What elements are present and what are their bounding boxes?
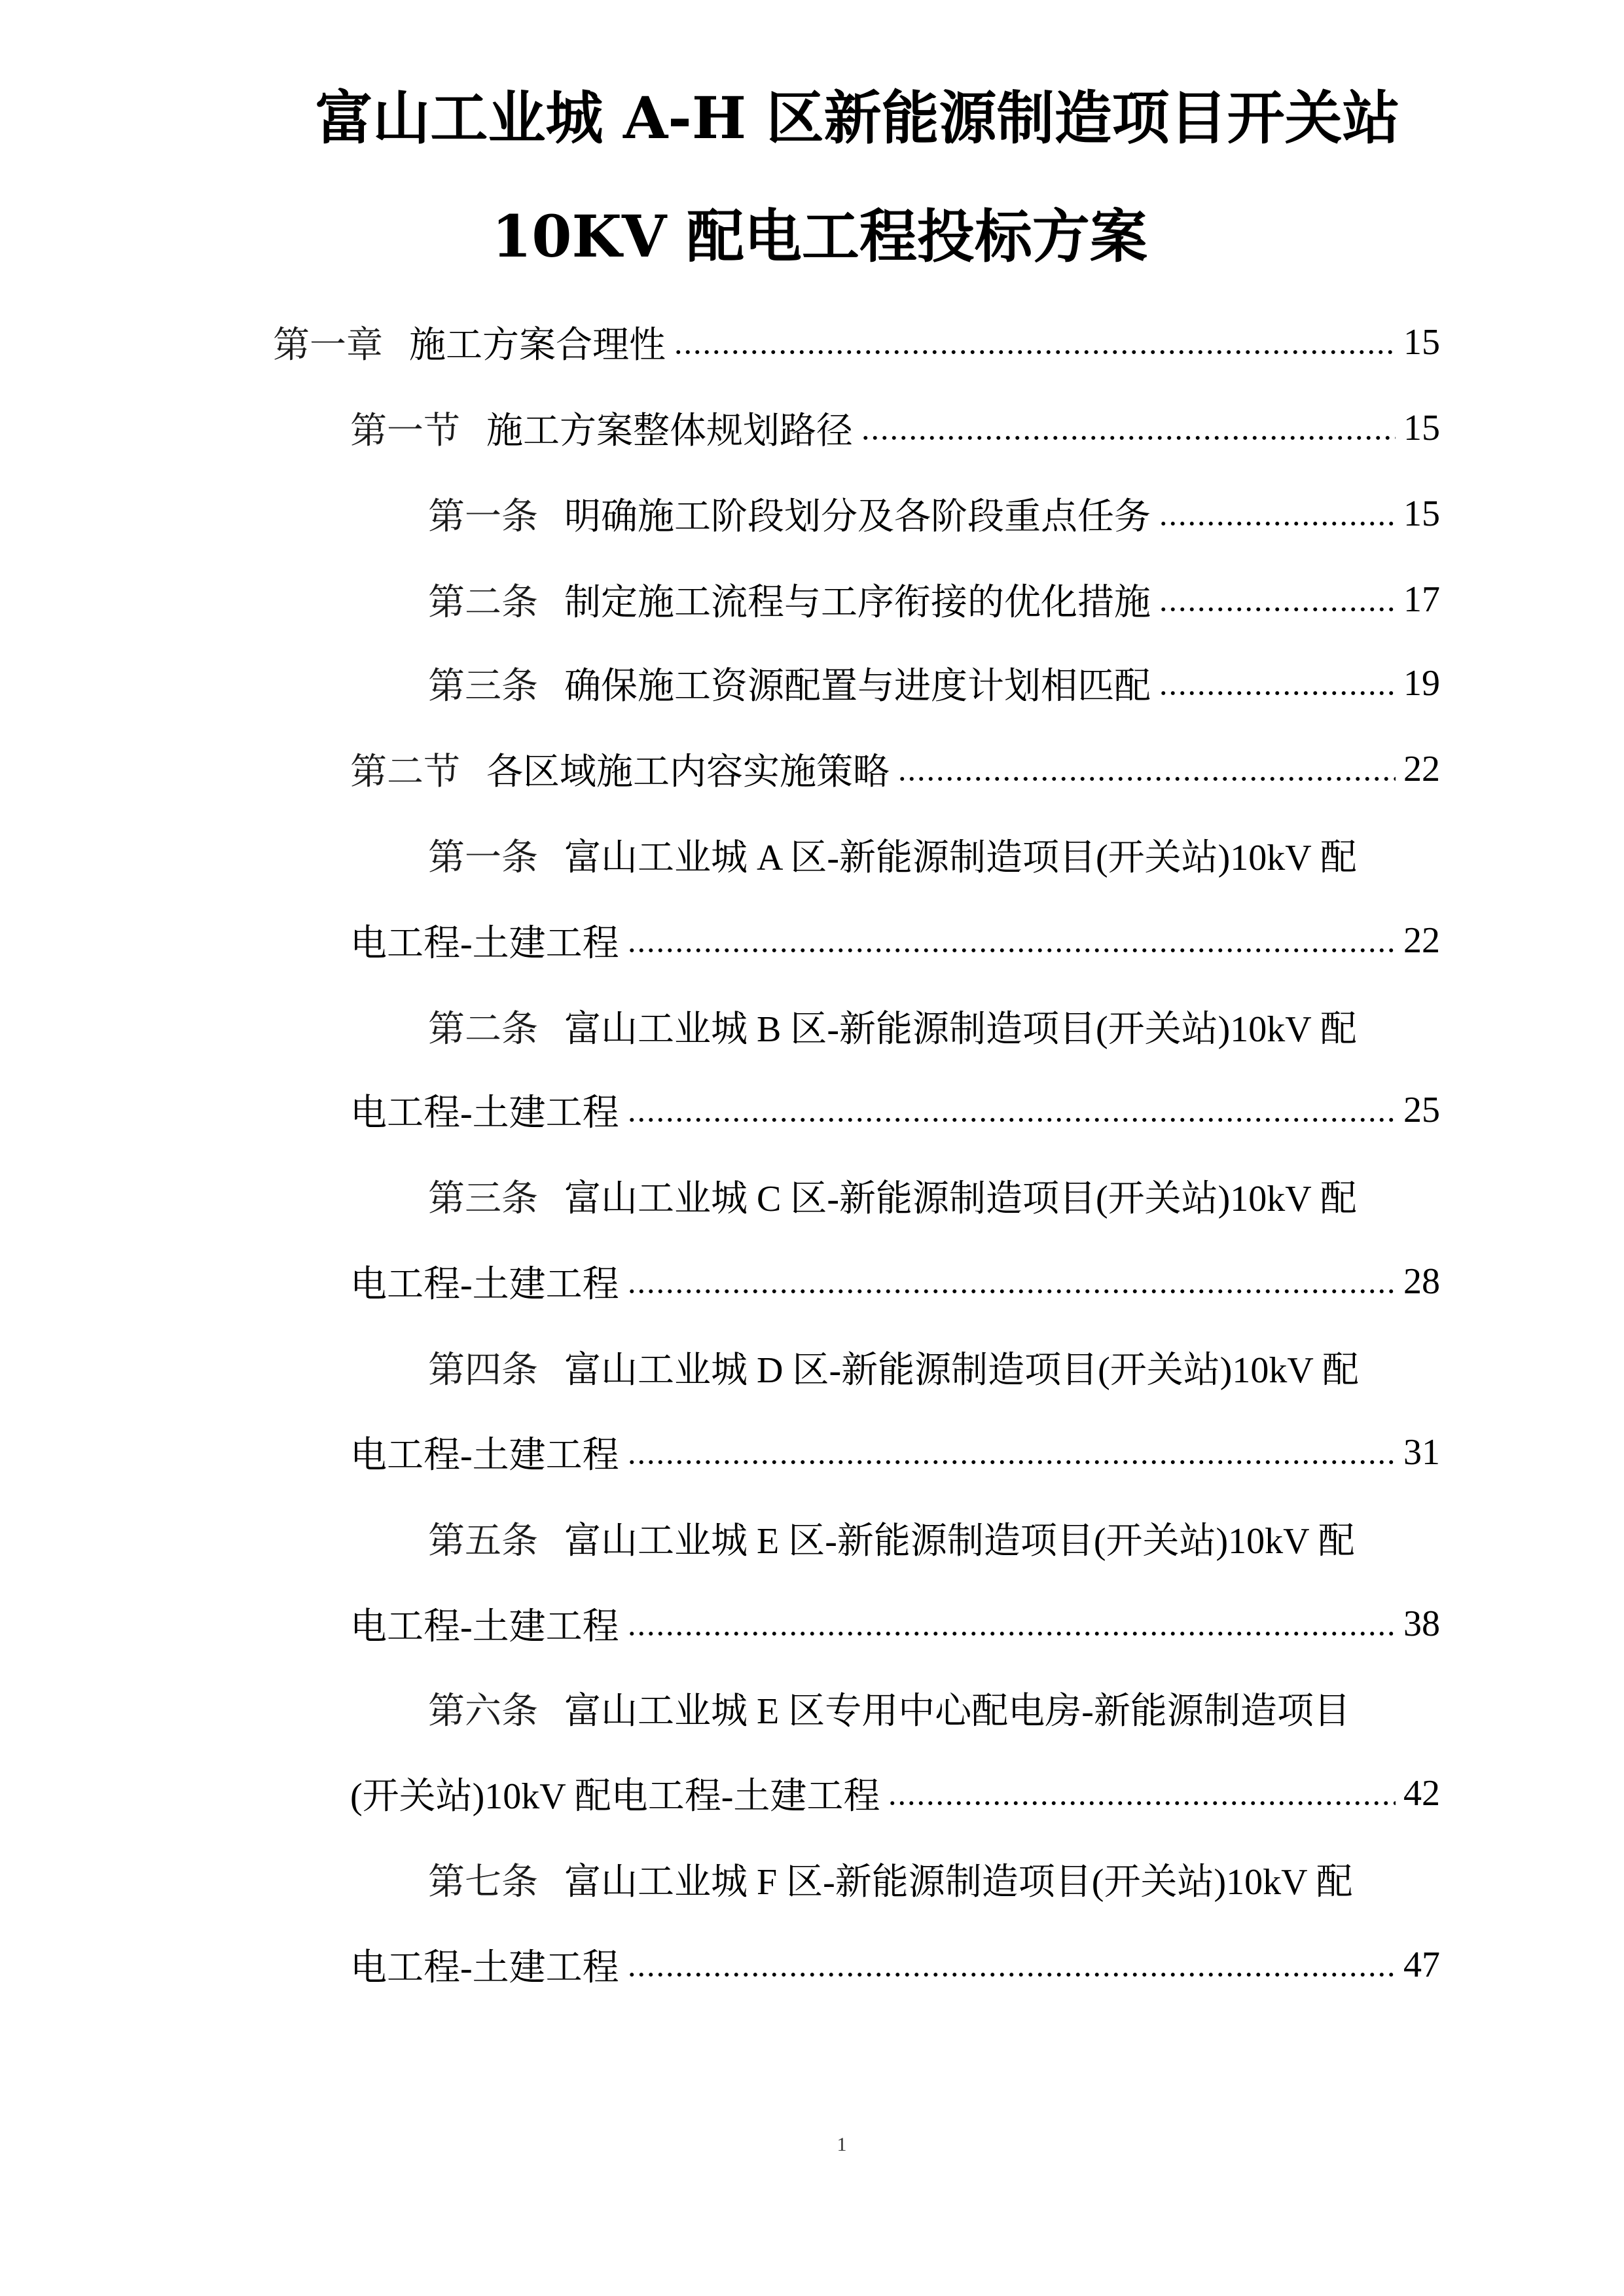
toc-text-continued: 电工程-土建工程: [350, 1265, 619, 1305]
toc-entry-continuation[interactable]: [350, 1426, 1440, 1479]
toc-entry-continuation[interactable]: [350, 1767, 1440, 1820]
toc-leader-dots: [627, 1629, 1396, 1638]
toc-text: 制定施工流程与工序衔接的优化措施: [564, 583, 1151, 623]
toc-label: 第二条: [428, 1009, 538, 1050]
toc-label: 第一节: [350, 411, 460, 452]
document-title-line-2: 10KV 配电工程投标方案: [492, 202, 1147, 270]
toc-entry-continuation[interactable]: [350, 1939, 1440, 1991]
toc-label: 第一条: [428, 838, 538, 878]
toc-leader-dots: [1159, 605, 1396, 614]
toc-page-number: 22: [1403, 920, 1440, 961]
toc-leader-dots: [627, 1115, 1396, 1124]
toc-text: 各区域施工内容实施策略: [486, 752, 890, 793]
toc-entry-article-wrapped[interactable]: [428, 1512, 1440, 1564]
toc-text: 施工方案整体规划路径: [486, 411, 853, 452]
toc-text: 富山工业城 B 区-新能源制造项目(开关站)10kV 配: [564, 1009, 1357, 1050]
toc-entry-continuation[interactable]: [350, 1598, 1440, 1650]
toc-label: 第五条: [428, 1521, 538, 1562]
toc-entry-article-wrapped[interactable]: [428, 1341, 1440, 1393]
toc-text: 富山工业城 C 区-新能源制造项目(开关站)10kV 配: [564, 1179, 1357, 1219]
toc-page-number: 38: [1403, 1604, 1440, 1644]
toc-label: 第二节: [350, 752, 460, 793]
toc-text: 确保施工资源配置与进度计划相匹配: [564, 666, 1151, 707]
toc-page-number: 31: [1403, 1432, 1440, 1473]
toc-leader-dots: [627, 1458, 1396, 1467]
document-title-line-1: 富山工业城 A-H 区新能源制造项目开关站: [315, 84, 1400, 152]
toc-entry-article[interactable]: [428, 573, 1440, 626]
toc-page-number: 28: [1403, 1261, 1440, 1302]
toc-leader-dots: [888, 1799, 1396, 1808]
toc-text: 明确施工阶段划分及各阶段重点任务: [564, 497, 1151, 537]
toc-entry-section-1[interactable]: [350, 402, 1440, 454]
toc-entry-article[interactable]: [428, 488, 1440, 540]
toc-text-continued: 电工程-土建工程: [350, 1093, 619, 1134]
toc-entry-article-wrapped[interactable]: [428, 1000, 1440, 1052]
toc-text: 富山工业城 D 区-新能源制造项目(开关站)10kV 配: [564, 1350, 1359, 1391]
toc-label: 第三条: [428, 1179, 538, 1219]
toc-entry-section-2[interactable]: [350, 743, 1440, 795]
toc-page-number: 15: [1403, 408, 1440, 448]
toc-leader-dots: [897, 774, 1396, 783]
toc-text: 富山工业城 E 区-新能源制造项目(开关站)10kV 配: [564, 1521, 1355, 1562]
toc-leader-dots: [627, 1287, 1396, 1296]
toc-leader-dots: [627, 946, 1396, 955]
toc-entry-article-wrapped[interactable]: [428, 1682, 1440, 1734]
toc-label: 第六条: [428, 1691, 538, 1732]
toc-text: 富山工业城 F 区-新能源制造项目(开关站)10kV 配: [564, 1862, 1353, 1903]
toc-label: 第一条: [428, 497, 538, 537]
toc-page-number: 17: [1403, 579, 1440, 620]
toc-leader-dots: [674, 348, 1396, 357]
toc-label: 第三条: [428, 666, 538, 707]
toc-text: 富山工业城 E 区专用中心配电房-新能源制造项目: [564, 1691, 1350, 1732]
toc-page-number: 47: [1403, 1945, 1440, 1985]
toc-text-continued: (开关站)10kV 配电工程-土建工程: [350, 1776, 880, 1817]
toc-page-number: 15: [1403, 493, 1440, 534]
toc-text-continued: 电工程-土建工程: [350, 1435, 619, 1476]
toc-entry-continuation[interactable]: [350, 914, 1440, 967]
toc-label: 第七条: [428, 1862, 538, 1903]
toc-entry-article[interactable]: [428, 657, 1440, 709]
toc-entry-continuation[interactable]: [350, 1255, 1440, 1308]
toc-leader-dots: [627, 1970, 1396, 1979]
toc-page-number: 25: [1403, 1090, 1440, 1130]
toc-text: 富山工业城 A 区-新能源制造项目(开关站)10kV 配: [564, 838, 1357, 878]
toc-text-continued: 电工程-土建工程: [350, 924, 619, 964]
toc-leader-dots: [861, 433, 1396, 442]
toc-label: 第二条: [428, 583, 538, 623]
toc-text: 施工方案合理性: [409, 325, 666, 366]
toc-leader-dots: [1159, 519, 1396, 528]
toc-page-number: 22: [1403, 749, 1440, 789]
toc-page-number: 19: [1403, 663, 1440, 704]
page-footer-number: 1: [837, 2134, 847, 2155]
toc-entry-article-wrapped[interactable]: [428, 1853, 1440, 1905]
toc-entry-continuation[interactable]: [350, 1084, 1440, 1136]
toc-label: 第一章: [273, 325, 383, 366]
toc-leader-dots: [1159, 689, 1396, 698]
toc-text-continued: 电工程-土建工程: [350, 1948, 619, 1988]
toc-page-number: 42: [1403, 1773, 1440, 1814]
toc-entry-article-wrapped[interactable]: [428, 829, 1440, 881]
toc-label: 第四条: [428, 1350, 538, 1391]
toc-text-continued: 电工程-土建工程: [350, 1607, 619, 1647]
toc-entry-article-wrapped[interactable]: [428, 1170, 1440, 1222]
toc-entry-chapter-1[interactable]: [273, 316, 1440, 368]
toc-page-number: 15: [1403, 322, 1440, 363]
